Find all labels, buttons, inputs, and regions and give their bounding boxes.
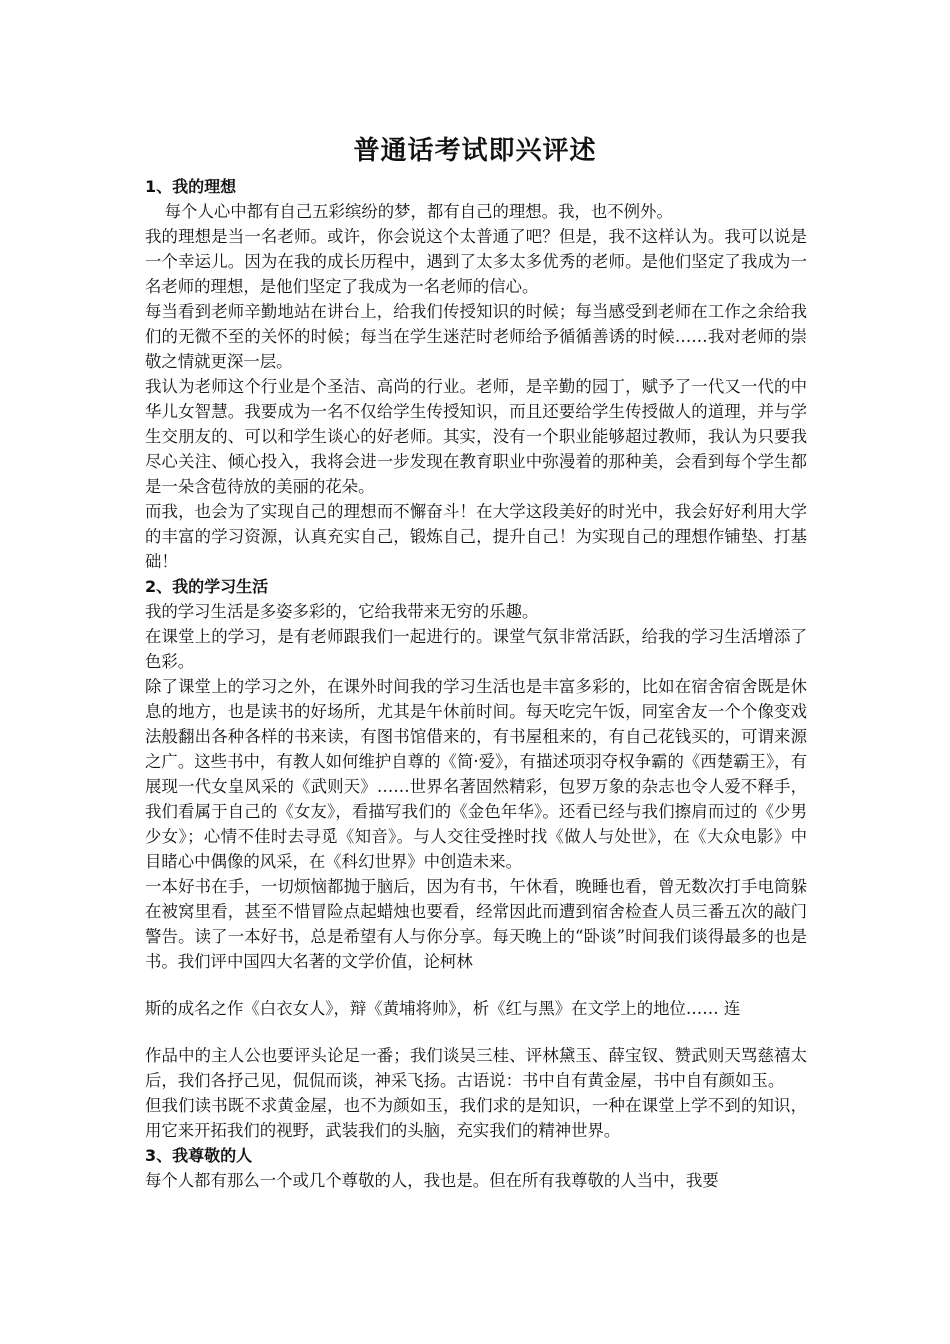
paragraph: 一本好书在手，一切烦恼都抛于脑后，因为有书，午休看，晚睡也看，曾无数次打手电筒躲在被窝里看，甚至不惜冒险点起蜡烛也要看，经常因此而遭到宿舍检查人员三番五次的敲门警告。读了一本好书，总是希望有人与你分享。每天晚上的“卧谈”时间我们谈得最多的也是书。我们评中国四大名著的文学价值，论柯林: [145, 877, 807, 971]
paragraph: 斯的成名之作《白衣女人》，辩《黄埔将帅》，析《红与黑》在文学上的地位…… 连: [145, 999, 741, 1018]
paragraph: 除了课堂上的学习之外，在课外时间我的学习生活也是丰富多彩的，比如在宿舍宿舍既是休息的地方，也是读书的好场所，尤其是午休前时间。每天吃完午饭，同室舍友一个个像变戏法般翻出各种各样的书来读，有图书馆借来的，有书屋租来的，有自己花钱买的，可谓来源之广。这些书中，有教人如何维护自尊的《简·爱》，有描述项羽夺权争霸的《西楚霸王》，有展现一代女皇风采的《武则天》……世界名著固然精彩，包罗万象的杂志也令人爱不释手，我们看属于自己的《女友》，看描写我们的《金色年华》。还看已经与我们擦肩而过的《少男少女》；心情不佳时去寻觅《知音》。与人交往受挫时找《做人与处世》，在《大众电影》中目睹心中偶像的风采，在《科幻世界》中创造未来。: [145, 677, 807, 871]
paragraph: 每个人都有那么一个或几个尊敬的人，我也是。但在所有我尊敬的人当中，我要: [145, 1171, 719, 1190]
section-heading-ideal: 1、我的理想: [145, 177, 237, 196]
paragraph: 每当看到老师辛勤地站在讲台上，给我们传授知识的时候；每当感受到老师在工作之余给我们的无微不至的关怀的时候；每当在学生迷茫时老师给予循循善诱的时候……我对老师的崇敬之情就更深一层。: [145, 302, 807, 371]
document-title: 普通话考试即兴评述: [353, 136, 597, 166]
document-body: [145, 174, 807, 1193]
paragraph: 而我，也会为了实现自己的理想而不懈奋斗！在大学这段美好的时光中，我会好好利用大学的丰富的学习资源，认真充实自己，锻炼自己，提升自己！为实现自己的理想作铺垫、打基础！: [145, 502, 807, 571]
paragraph: 每个人心中都有自己五彩缤纷的梦，都有自己的理想。我，也不例外。: [164, 202, 673, 221]
paragraph: 我认为老师这个行业是个圣洁、高尚的行业。老师，是辛勤的园丁，赋予了一代又一代的中华儿女智慧。我要成为一名不仅给学生传授知识，而且还要给学生传授做人的道理，并与学生交朋友的、可以和学生谈心的好老师。其实，没有一个职业能够超过教师，我认为只要我尽心关注、倾心投入，我将会进一步发现在教育职业中弥漫着的那种美，会看到每个学生都是一朵含苞待放的美丽的花朵。: [145, 377, 807, 496]
paragraph: 在课堂上的学习，是有老师跟我们一起进行的。课堂气氛非常活跃，给我的学习生活增添了色彩。: [145, 627, 807, 671]
paragraph: 我的理想是当一名老师。或许，你会说这个太普通了吧？但是，我不这样认为。我可以说是一个幸运儿。因为在我的成长历程中，遇到了太多太多优秀的老师。是他们坚定了我成为一名老师的理想，是他们坚定了我成为一名老师的信心。: [145, 227, 807, 296]
section-heading-study-life: 2、我的学习生活: [145, 577, 269, 596]
paragraph: 但我们读书既不求黄金屋，也不为颜如玉，我们求的是知识，一种在课堂上学不到的知识，用它来开拓我们的视野，武装我们的头脑，充实我们的精神世界。: [145, 1096, 807, 1140]
paragraph: 我的学习生活是多姿多彩的，它给我带来无穷的乐趣。: [145, 602, 539, 621]
paragraph: 作品中的主人公也要评头论足一番；我们谈吴三桂、评林黛玉、薛宝钗、赞武则天骂慈禧太后，我们各抒己见，侃侃而谈，神采飞扬。古语说：书中自有黄金屋，书中自有颜如玉。: [145, 1046, 807, 1090]
section-heading-respected-person: 3、我尊敬的人: [145, 1146, 253, 1165]
